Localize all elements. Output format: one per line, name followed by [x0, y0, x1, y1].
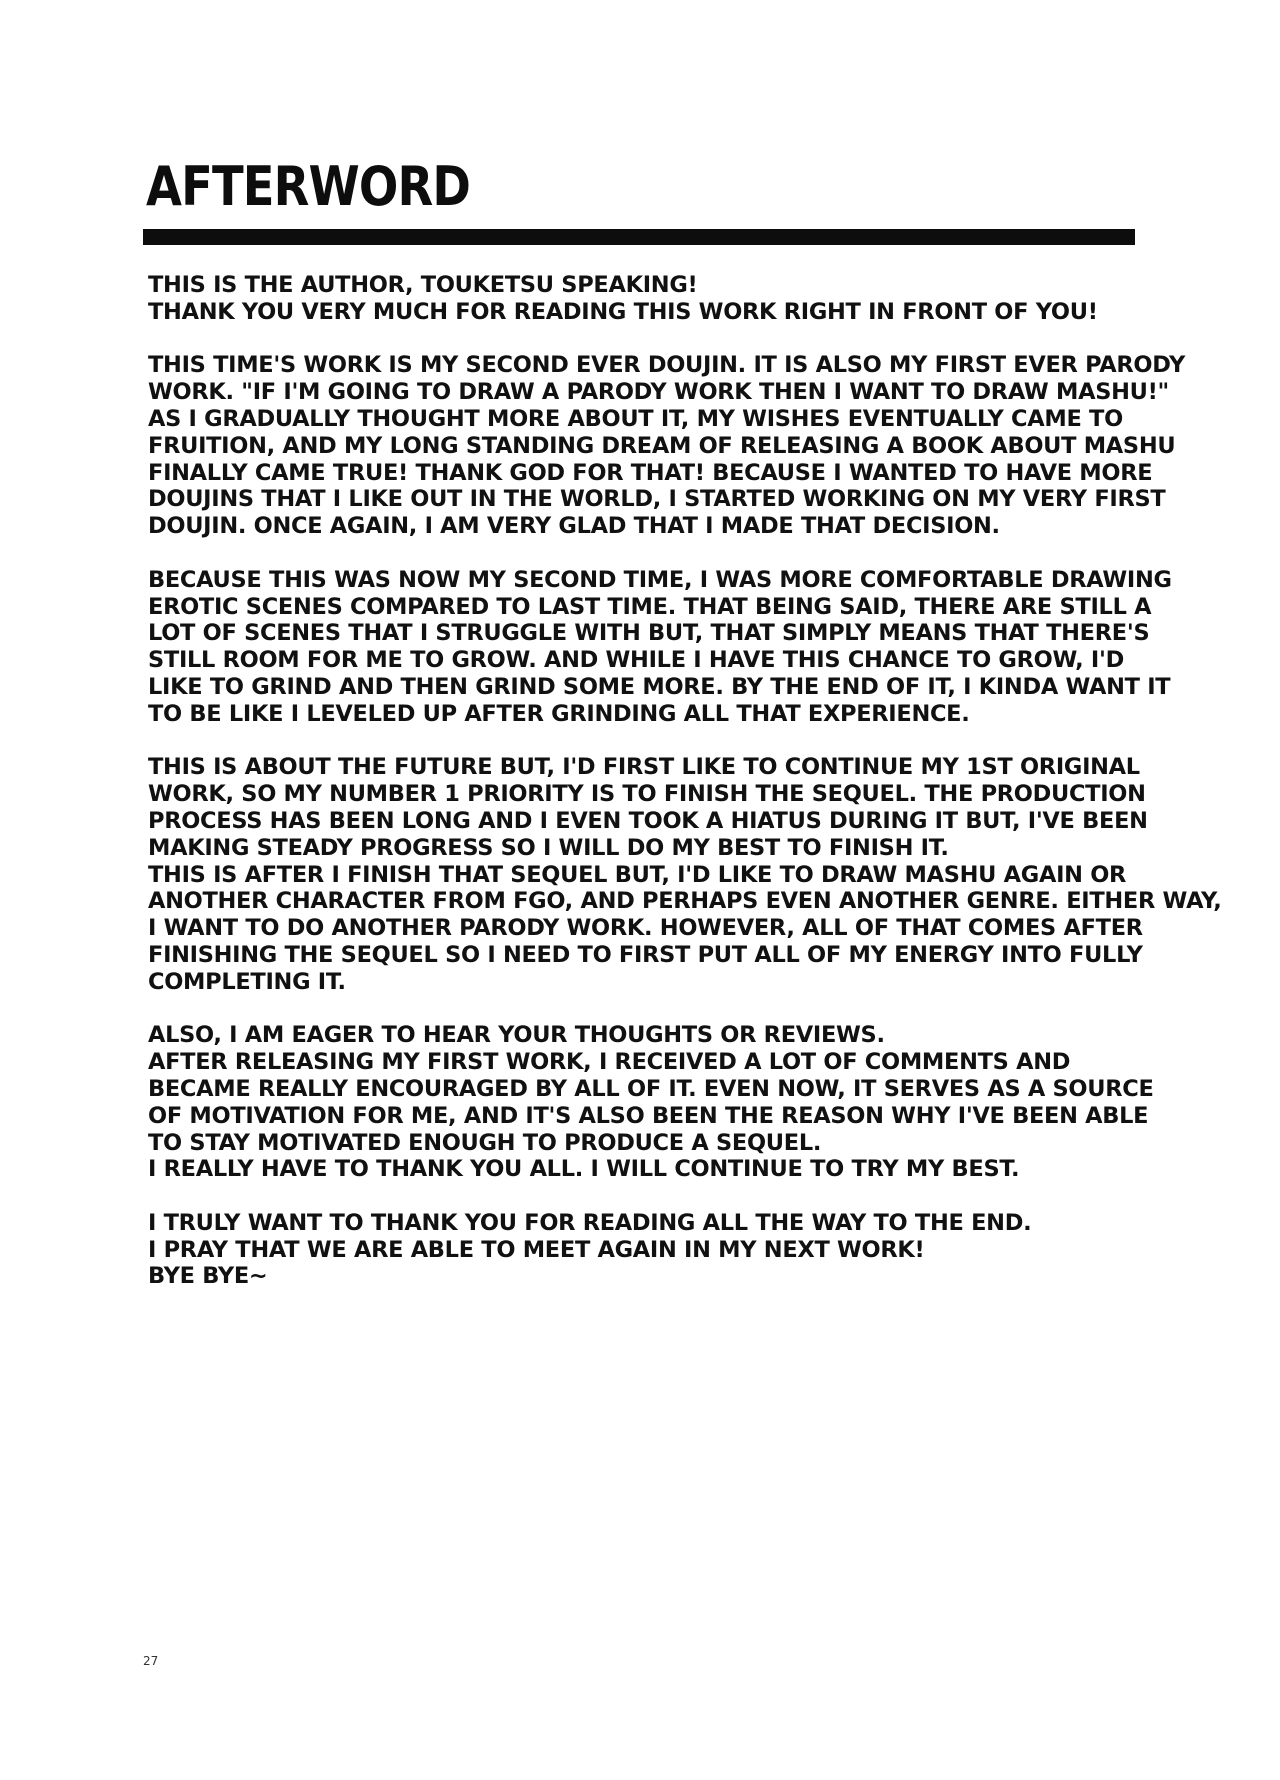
text-line: MAKING STEADY PROGRESS SO I WILL DO MY BEST TO FINISH IT. — [148, 834, 949, 861]
text-line: I TRULY WANT TO THANK YOU FOR READING ALL THE WAY TO THE END. — [148, 1209, 1032, 1236]
paragraph-about-work — [148, 352, 1185, 540]
paragraph-drawing-experience — [148, 566, 1172, 728]
text-line: TO BE LIKE I LEVELED UP AFTER GRINDING ALL THAT EXPERIENCE. — [148, 700, 970, 727]
text-line: PROCESS HAS BEEN LONG AND I EVEN TOOK A HIATUS DURING IT BUT, I'VE BEEN — [148, 807, 1148, 834]
text-line: STILL ROOM FOR ME TO GROW. AND WHILE I HAVE THIS CHANCE TO GROW, I'D — [148, 647, 1124, 674]
text-line: ANOTHER CHARACTER FROM FGO, AND PERHAPS EVEN ANOTHER GENRE. EITHER WAY, — [148, 888, 1222, 915]
text-line: ALSO, I AM EAGER TO HEAR YOUR THOUGHTS OR REVIEWS. — [148, 1022, 885, 1049]
text-line: AS I GRADUALLY THOUGHT MORE ABOUT IT, MY WISHES EVENTUALLY CAME TO — [148, 405, 1123, 432]
text-line: THIS IS THE AUTHOR, TOUKETSU SPEAKING! — [148, 272, 698, 298]
text-line: I WANT TO DO ANOTHER PARODY WORK. HOWEVER, ALL OF THAT COMES AFTER — [148, 915, 1143, 942]
text-line: COMPLETING IT. — [148, 968, 346, 995]
page-title: AFTERWORD — [146, 155, 471, 218]
text-line: DOUJINS THAT I LIKE OUT IN THE WORLD, I STARTED WORKING ON MY VERY FIRST — [148, 486, 1166, 513]
afterword-body — [148, 272, 1222, 1317]
text-line: THIS IS ABOUT THE FUTURE BUT, I'D FIRST LIKE TO CONTINUE MY 1ST ORIGINAL — [148, 754, 1140, 781]
text-line: WORK, SO MY NUMBER 1 PRIORITY IS TO FINISH THE SEQUEL. THE PRODUCTION — [148, 781, 1146, 808]
text-line: I PRAY THAT WE ARE ABLE TO MEET AGAIN IN MY NEXT WORK! — [148, 1236, 925, 1263]
text-line: BECAUSE THIS WAS NOW MY SECOND TIME, I WAS MORE COMFORTABLE DRAWING — [148, 566, 1172, 593]
title-underline-bar — [143, 229, 1135, 245]
paragraph-closing — [148, 1210, 1168, 1290]
text-line: DOUJIN. ONCE AGAIN, I AM VERY GLAD THAT I MADE THAT DECISION. — [148, 513, 1000, 540]
paragraph-greeting — [148, 272, 1168, 326]
text-line: BECAME REALLY ENCOURAGED BY ALL OF IT. EVEN NOW, IT SERVES AS A SOURCE — [148, 1075, 1154, 1102]
text-line: THIS IS AFTER I FINISH THAT SEQUEL BUT, I'D LIKE TO DRAW MASHU AGAIN OR — [148, 861, 1127, 888]
text-line: EROTIC SCENES COMPARED TO LAST TIME. THAT BEING SAID, THERE ARE STILL A — [148, 593, 1152, 620]
text-line: FRUITION, AND MY LONG STANDING DREAM OF RELEASING A BOOK ABOUT MASHU — [148, 432, 1176, 459]
text-line: BYE BYE~ — [148, 1263, 268, 1290]
text-line: THANK YOU VERY MUCH FOR READING THIS WORK RIGHT IN FRONT OF YOU! — [148, 298, 1098, 325]
text-line: OF MOTIVATION FOR ME, AND IT'S ALSO BEEN THE REASON WHY I'VE BEEN ABLE — [148, 1102, 1149, 1129]
text-line: TO STAY MOTIVATED ENOUGH TO PRODUCE A SEQUEL. — [148, 1129, 822, 1156]
paragraph-future-plans — [148, 754, 1222, 995]
text-line: I REALLY HAVE TO THANK YOU ALL. I WILL CONTINUE TO TRY MY BEST. — [148, 1156, 1020, 1183]
page-number: 27 — [143, 1654, 159, 1668]
text-line: AFTER RELEASING MY FIRST WORK, I RECEIVED A LOT OF COMMENTS AND — [148, 1049, 1071, 1076]
paragraph-feedback — [148, 1022, 1168, 1183]
text-line: THIS TIME'S WORK IS MY SECOND EVER DOUJIN. IT IS ALSO MY FIRST EVER PARODY — [148, 352, 1185, 379]
text-line: FINALLY CAME TRUE! THANK GOD FOR THAT! BECAUSE I WANTED TO HAVE MORE — [148, 459, 1153, 486]
text-line: LIKE TO GRIND AND THEN GRIND SOME MORE. BY THE END OF IT, I KINDA WANT IT — [148, 673, 1171, 700]
text-line: FINISHING THE SEQUEL SO I NEED TO FIRST PUT ALL OF MY ENERGY INTO FULLY — [148, 941, 1143, 968]
text-line: LOT OF SCENES THAT I STRUGGLE WITH BUT, THAT SIMPLY MEANS THAT THERE'S — [148, 620, 1150, 647]
text-line: WORK. "IF I'M GOING TO DRAW A PARODY WORK THEN I WANT TO DRAW MASHU!" — [148, 379, 1169, 406]
